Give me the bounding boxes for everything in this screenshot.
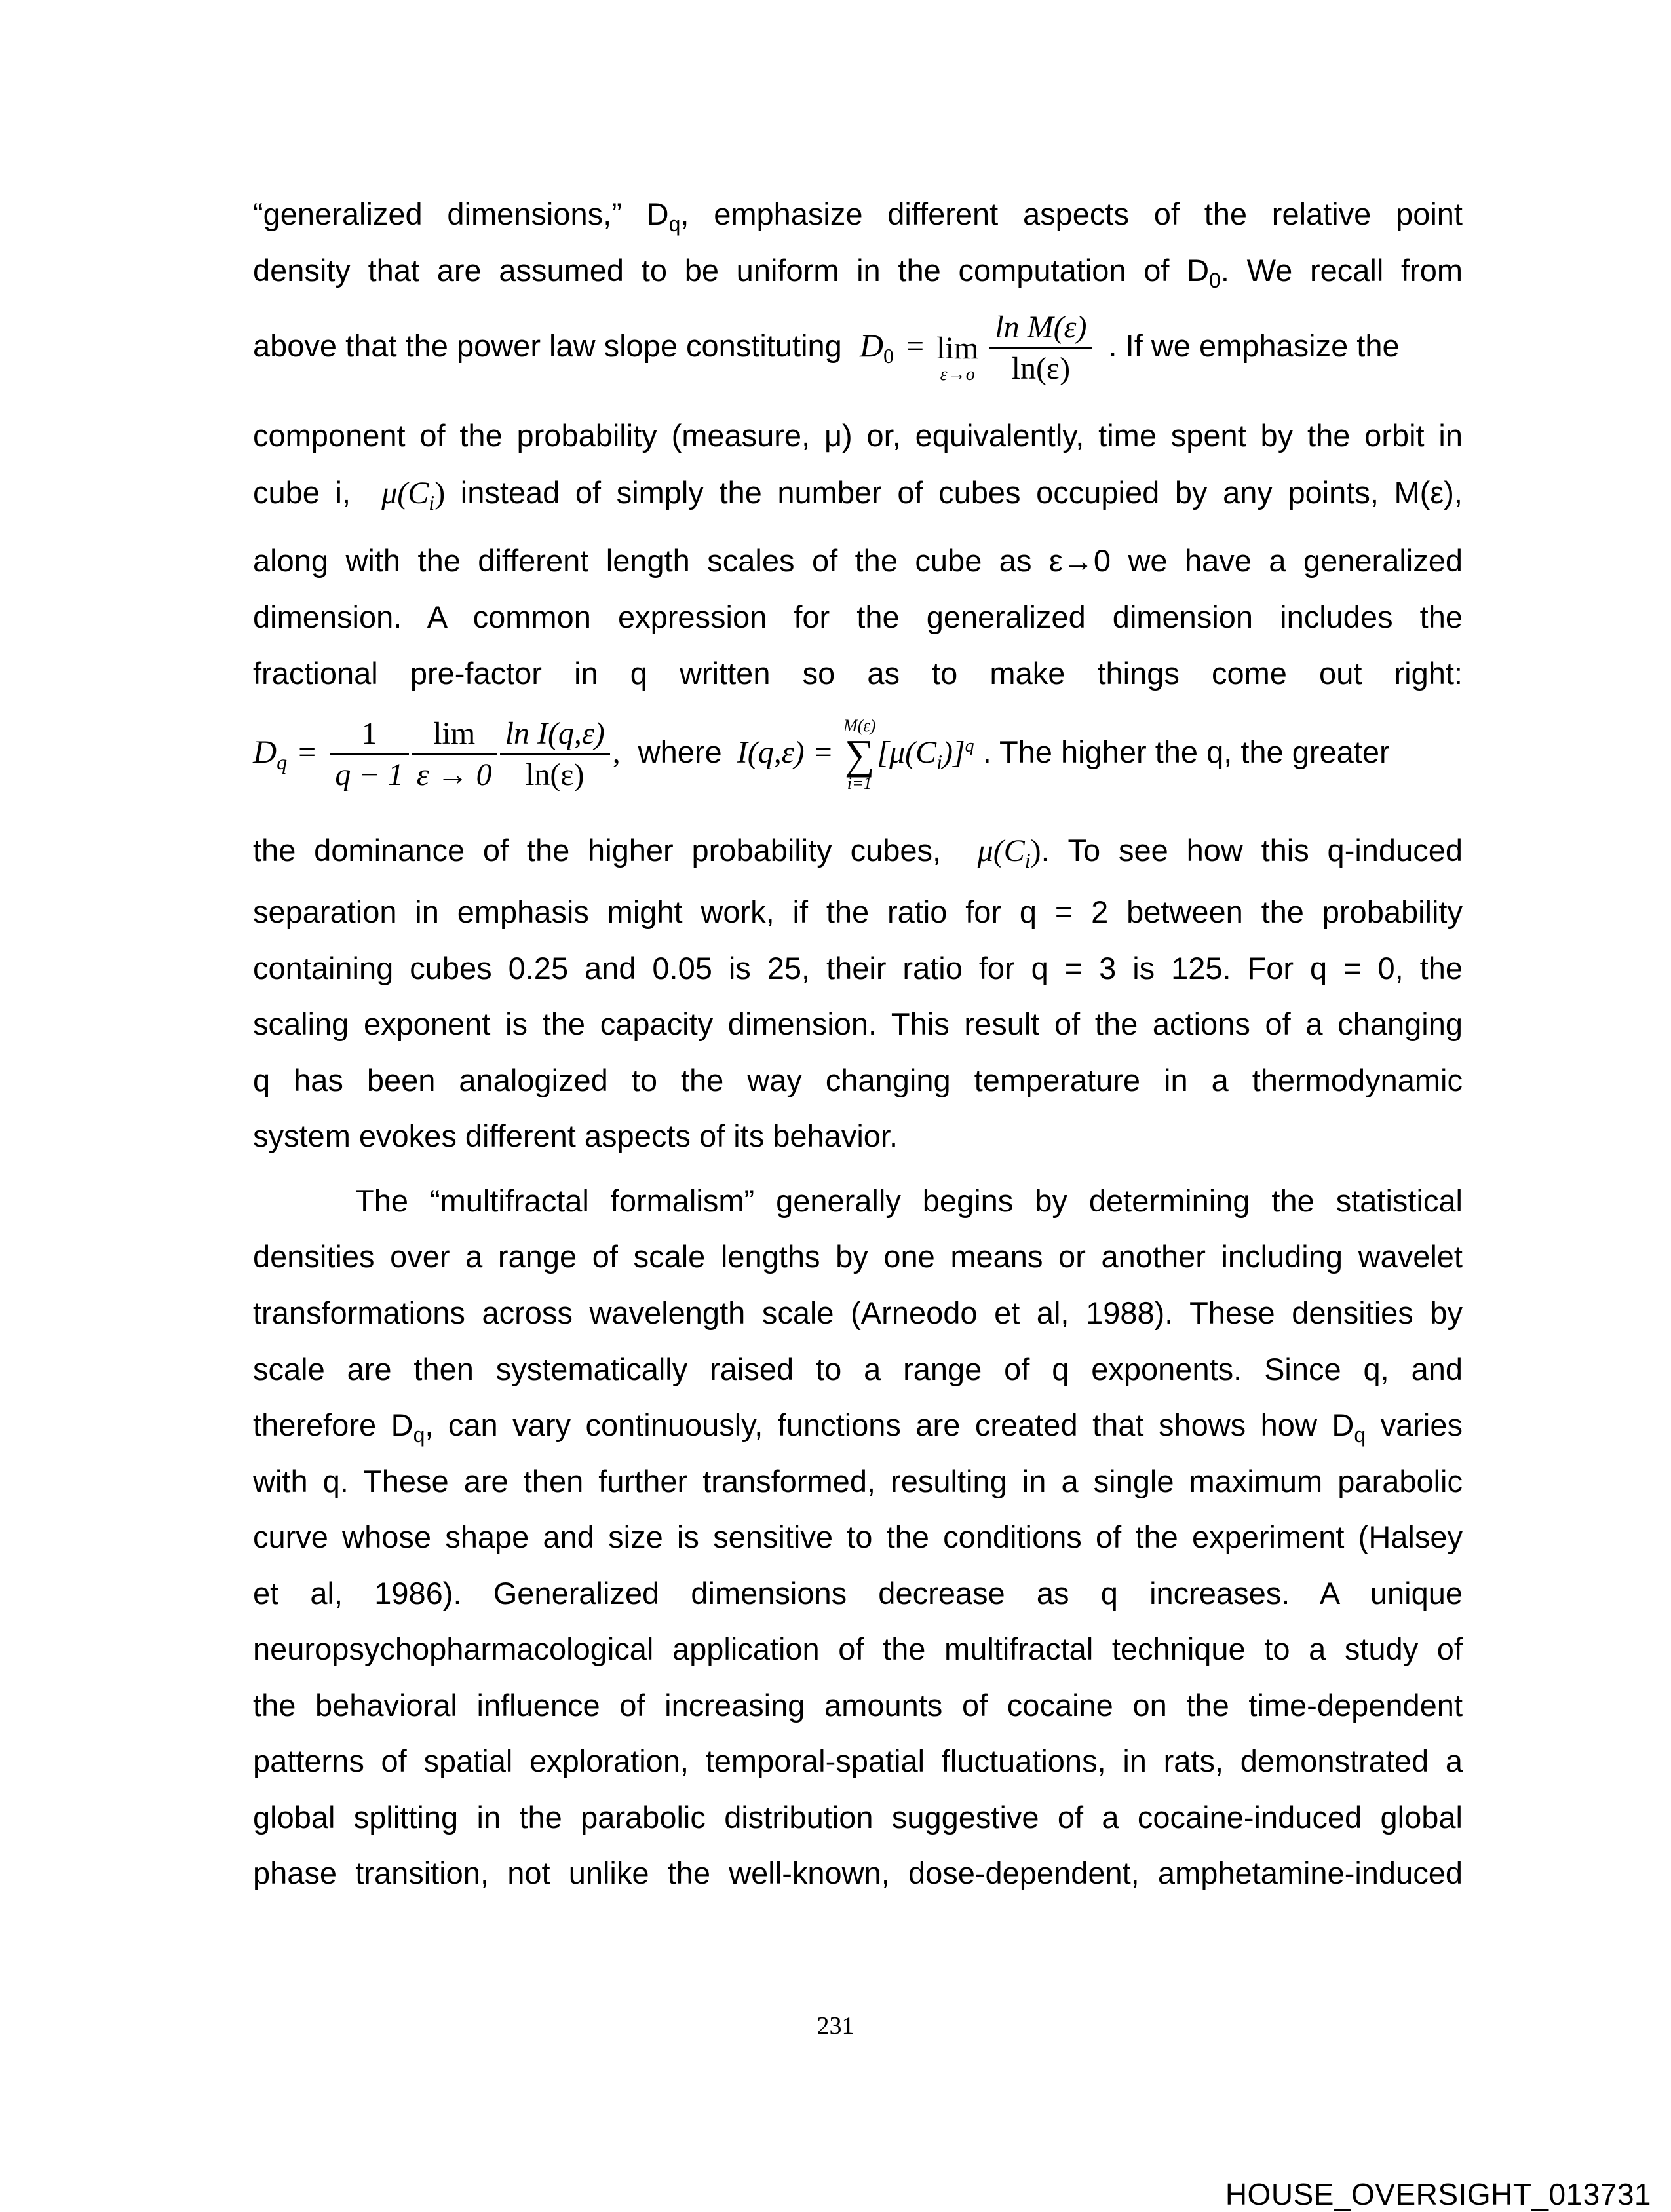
text-line: dimension. A common expression for the generalized dimension includes the	[253, 600, 1463, 634]
mu-ci-expression: $\mu(C_i)$	[977, 833, 1041, 872]
text-line: system evokes different aspects of its behavior.	[253, 1118, 898, 1153]
text-line: q has been analogized to the way changing temperature in a thermodynamic	[253, 1063, 1463, 1097]
text-line: phase transition, not unlike the well-known, dose-dependent, amphetamine-induced	[253, 1856, 1463, 1890]
text-line: “generalized dimensions,” $D_q$, emphasize different aspects of the relative point	[253, 197, 1463, 236]
text-line: containing cubes 0.25 and 0.05 is 25, their ratio for q = 3 is 125. For q = 0, the	[253, 951, 1463, 985]
bates-stamp: HOUSE_OVERSIGHT_013731	[1225, 2177, 1651, 2211]
text-line: patterns of spatial exploration, temporal-spatial fluctuations, in rats, demonstrated a	[253, 1744, 1463, 1778]
summation: M(ε) ∑ i=1	[843, 715, 876, 793]
page-number: 231	[816, 2012, 855, 2040]
text-line-with-dq-equation: $D_q$ = $\frac{1}{q - 1}$ $\frac{\lim}{\varepsilon \to 0}$ $\frac{\text{ln I(q,ε)}}{\ln(\varepsilon)}$ , where I(q,ε) = M(ε) ∑ i=1 $[\mu(C_i)]^q$ . The higher the q, the greater	[253, 714, 1463, 795]
text-line: scaling exponent is the capacity dimension. This result of the actions of a changing	[253, 1006, 1463, 1041]
text-line: therefore $D_q$, can vary continuously, functions are created that shows how $D_q$ varies	[253, 1407, 1463, 1447]
eq-i-definition: I(q,ε) =	[737, 734, 834, 770]
eq-d0-lhs: $D_0$	[859, 326, 894, 368]
text-line: the dominance of the higher probability cubes, $\mu(C_i)$. To see how this q-induced	[253, 833, 1463, 872]
eq-dq-limit: $\frac{\lim}{\varepsilon \to 0}$	[412, 714, 497, 795]
mu-ci-expression: $\mu(C_i)$	[381, 476, 446, 514]
text-line: along with the different length scales of the cube as ε→0 we have a generalized	[253, 543, 1463, 578]
text-line: transformations across wavelength scale (Arneodo et al, 1988). These densities by	[253, 1295, 1463, 1330]
text-line: cube i, $\mu(C_i)$ instead of simply the number of cubes occupied by any points, M(ε),	[253, 475, 1463, 514]
text-line: density that are assumed to be uniform in the computation of $D_0$. We recall from	[253, 253, 1463, 292]
text-line: neuropsychopharmacological application of the multifractal technique to a study of	[253, 1631, 1463, 1666]
text-line: global splitting in the parabolic distribution suggestive of a cocaine-induced global	[253, 1800, 1463, 1835]
sigma-symbol: ∑	[844, 731, 875, 778]
eq-dq-ratio: $\frac{\text{ln I(q,ε)}}{\ln(\varepsilon)}$	[500, 714, 610, 795]
text-line: densities over a range of scale lengths by one means or another including wavelet	[253, 1239, 1463, 1274]
text-line: curve whose shape and size is sensitive to the conditions of the experiment (Halsey	[253, 1519, 1463, 1554]
eq-dq-lhs: $D_q$	[253, 733, 288, 774]
eq-d0-fraction: $\frac{\text{ln M(ε)}}{\ln(\varepsilon)}$	[989, 308, 1092, 389]
text-line: with q. These are then further transformed, resulting in a single maximum parabolic	[253, 1464, 1463, 1498]
eq-summand: $[\mu(C_i)]^q$	[877, 734, 974, 774]
text-line: component of the probability (measure, μ) or, equivalently, time spent by the orbit in	[253, 418, 1463, 453]
text-line: The “multifractal formalism” generally begins by determining the statistical	[355, 1183, 1463, 1218]
text-line: et al, 1986). Generalized dimensions decrease as q increases. A unique	[253, 1576, 1463, 1611]
text-line: the behavioral influence of increasing amounts of cocaine on the time-dependent	[253, 1688, 1463, 1723]
text-line: scale are then systematically raised to a range of q exponents. Since q, and	[253, 1352, 1463, 1386]
eq-dq-prefactor: $\frac{1}{q - 1}$	[330, 714, 408, 795]
text-line: separation in emphasis might work, if the ratio for q = 2 between the probability	[253, 894, 1463, 929]
text-line: fractional pre-factor in q written so as to make things come out right:	[253, 656, 1463, 691]
eq-d0-limit: lim ε→o	[936, 330, 979, 385]
text-line-with-d0-equation: above that the power law slope constituting $D_0$ = lim ε→o $\frac{\text{ln M(ε)}}{\ln(\varepsilon)}$ . If we emphasize the	[253, 308, 1463, 389]
